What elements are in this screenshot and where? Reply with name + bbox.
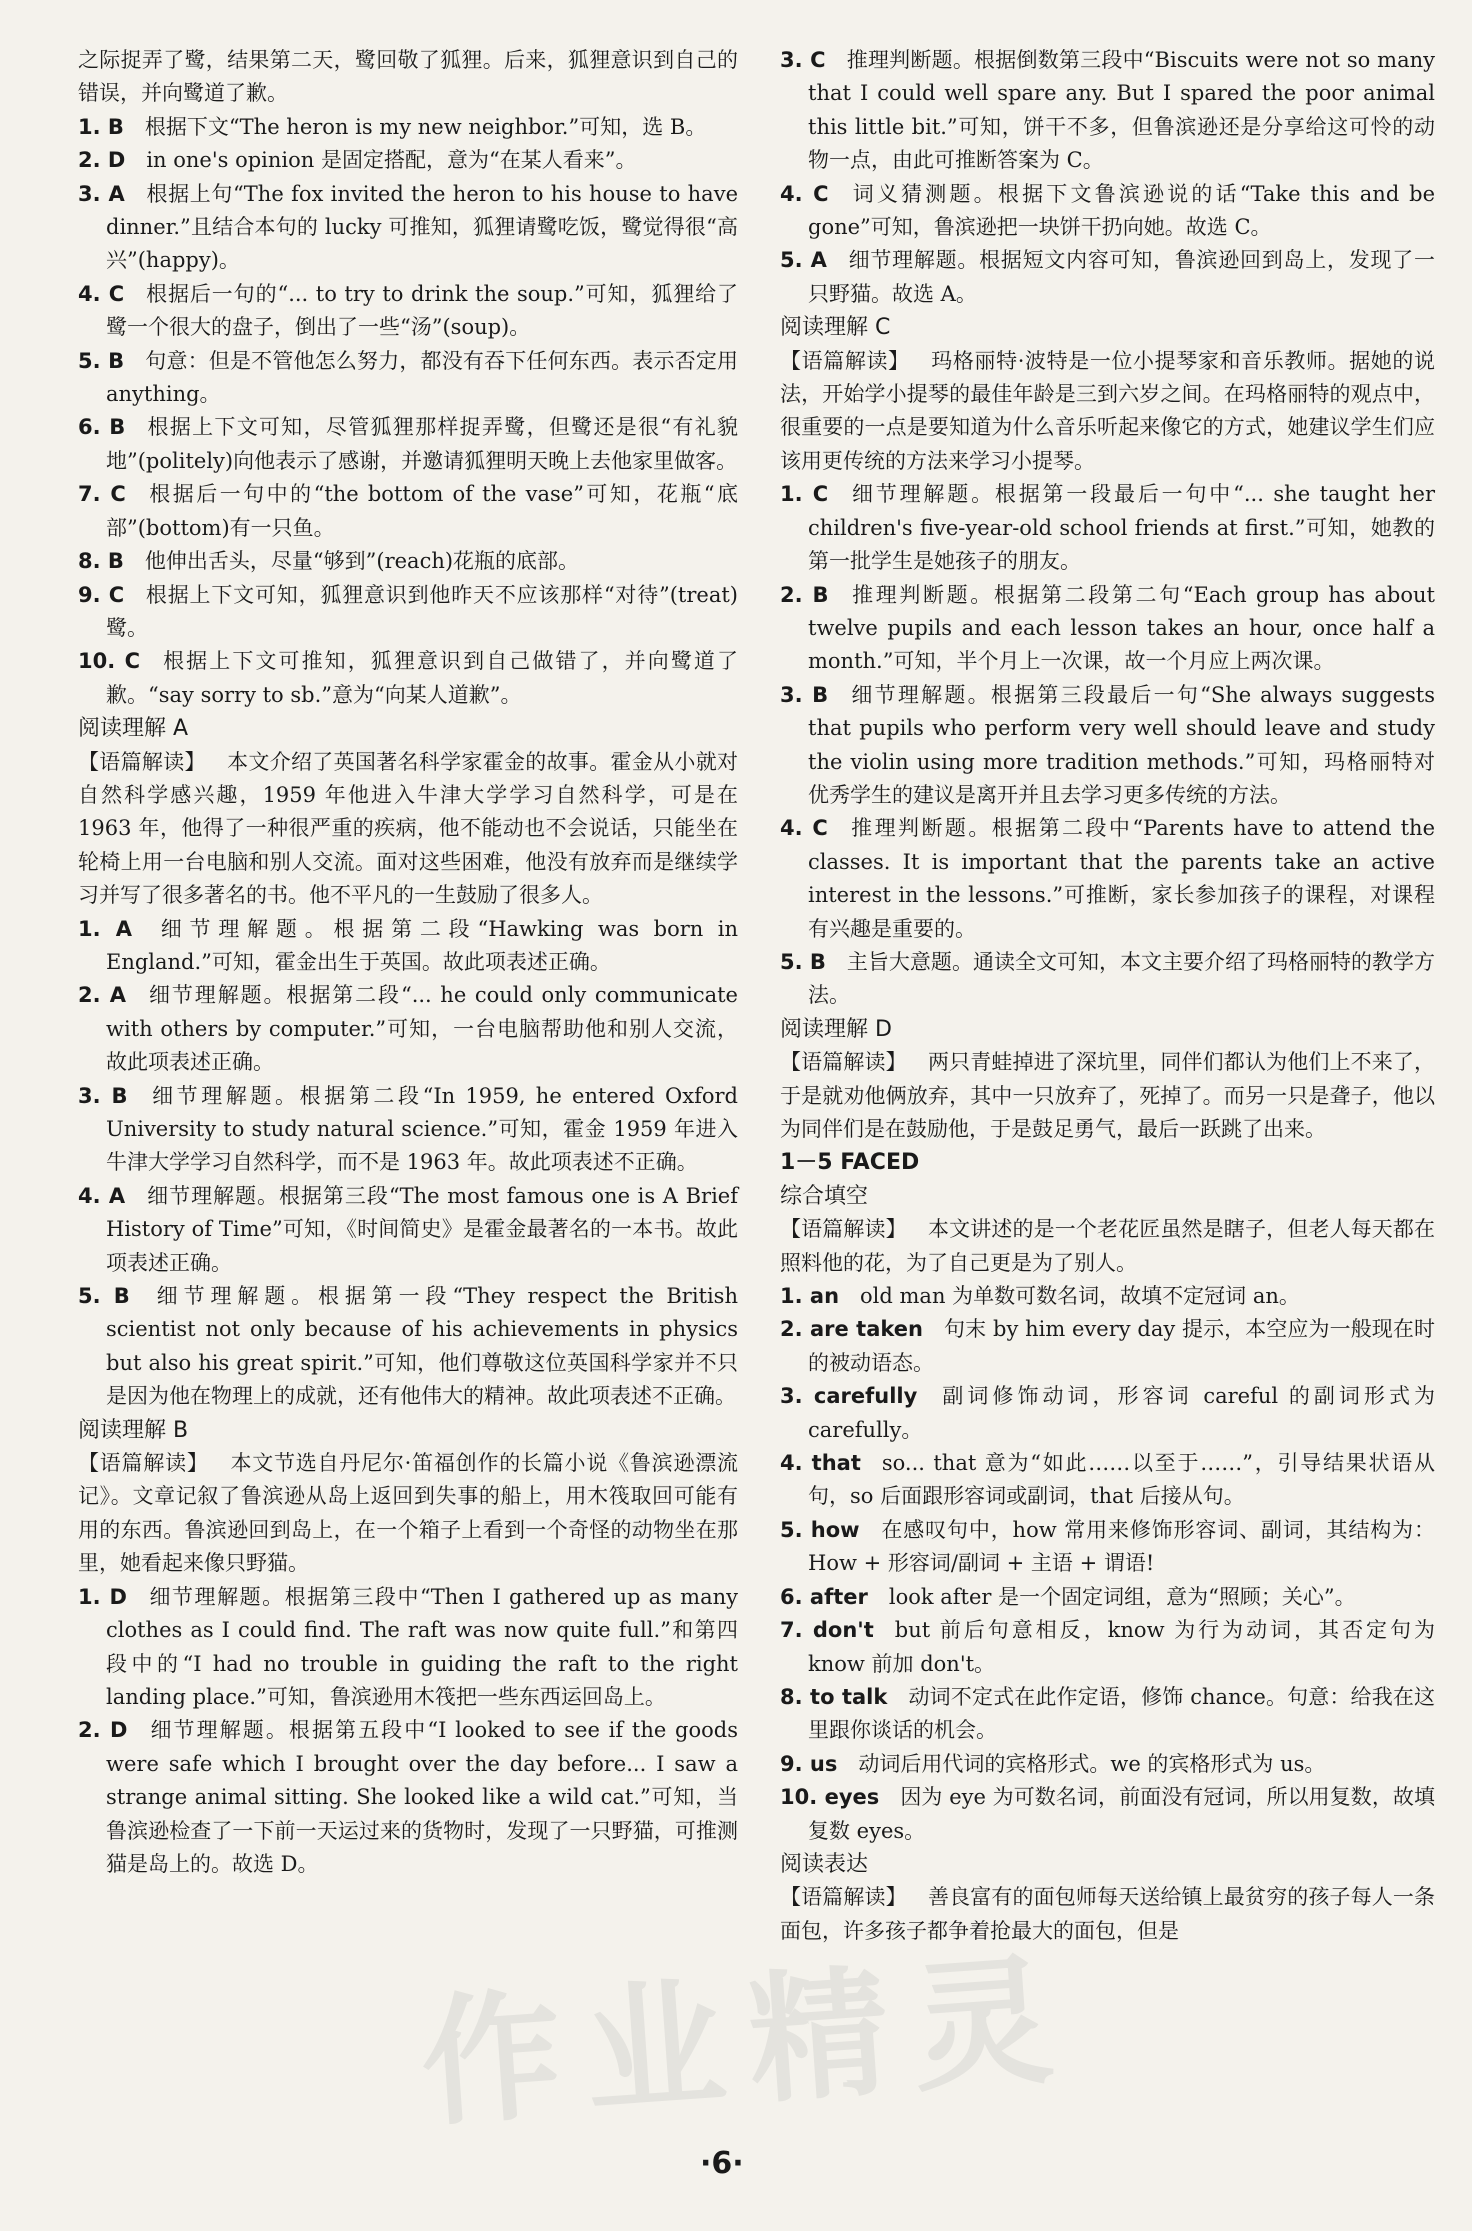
passage-summary — [780, 345, 1435, 479]
section-heading: 阅读理解 B — [78, 1417, 189, 1443]
answer-item — [780, 579, 1435, 679]
answer-item — [780, 1748, 1435, 1781]
answer-item — [780, 1681, 1435, 1748]
passage-summary — [78, 746, 738, 913]
answer-label: 8. to talk — [780, 1684, 888, 1709]
paragraph-text: 本文讲述的是一个老花匠虽然是瞎子，但老人每天都在照料他的花，为了自己更是为了别人。 — [780, 1217, 1436, 1275]
paragraph-text: 本文节选自丹尼尔·笛福创作的长篇小说《鲁滨逊漂流记》。文章记叙了鲁滨逊从岛上返回到失事的船上，用木筏取回可能有用的东西。鲁滨逊回到岛上，在一个箱子上看到一个奇怪的动物坐在那里，她看起来像只野猫。 — [78, 1451, 738, 1576]
answer-label: 5. B — [78, 348, 125, 373]
answer-label: 4. C — [78, 281, 125, 306]
section-heading: 阅读理解 D — [780, 1016, 892, 1042]
answer-item — [780, 478, 1435, 578]
answer-item — [78, 1280, 738, 1414]
answer-explanation: 句末 by him every day 提示，本空应为一般现在时的被动语态。 — [808, 1317, 1435, 1375]
answer-label: 6. B — [78, 415, 126, 440]
answer-label: 1. C — [780, 482, 829, 507]
answer-explanation: so... that 意为“如此……以至于……”，引导结果状语从句，so 后面跟形容词或副词，that 后接从句。 — [808, 1451, 1435, 1509]
answer-label: 9. us — [780, 1751, 838, 1776]
answer-label: 2. B — [780, 582, 829, 607]
passage-summary — [780, 1046, 1435, 1146]
answer-explanation: 根据后一句中的“the bottom of the vase”可知，花瓶“底部”(bottom)有一只鱼。 — [106, 482, 739, 540]
passage-summary — [780, 1213, 1435, 1280]
answer-label: 2. D — [78, 1718, 128, 1743]
answer-explanation: 根据上下文可知，尽管狐狸那样捉弄鹭，但鹭还是很“有礼貌地”(politely)向他表示了感谢，并邀请狐狸明天晚上去他家里做客。 — [106, 415, 738, 473]
answer-explanation: 细节理解题。根据第一段最后一句中“... she taught her children's five-year-old school friends at first.”可知，她教的第一批学生是她孩子的朋友。 — [808, 482, 1435, 574]
answer-item — [780, 1313, 1435, 1380]
summary-tag: 【语篇解读】 — [780, 1885, 907, 1910]
answer-label: 1. A — [78, 916, 132, 941]
answer-item — [78, 111, 738, 144]
answer-explanation: 词义猜测题。根据下文鲁滨逊说的话“Take this and be gone”可知，鲁滨逊把一块饼干扔向她。故选 C。 — [808, 181, 1436, 240]
answer-explanation: 细节理解题。根据第三段“The most famous one is A Brief History of Time”可知，《时间简史》是霍金最著名的一本书。故此项表述正确。 — [106, 1183, 739, 1275]
answer-explanation: in one's opinion 是固定搭配，意为“在某人看来”。 — [146, 148, 637, 173]
paragraph-text: 本文介绍了英国著名科学家霍金的故事。霍金从小就对自然科学感兴趣，1959 年他进入牛津大学学习自然科学，可是在 1963 年，他得了一种很严重的疾病，他不能动也不会说话，只能坐在轮椅上用一台电脑和别人交流。面对这些困难，他没有放弃而是继续学习并写了很多著名的书。他不平凡的一生鼓励了很多人。 — [78, 749, 739, 908]
paragraph-text: 之际捉弄了鹭，结果第二天，鹭回敬了狐狸。后来，狐狸意识到自己的错误，并向鹭道了歉。 — [78, 48, 738, 106]
answer-explanation: 根据下文“The heron is my new neighbor.”可知，选 B。 — [144, 114, 707, 139]
answer-explanation: 细节理解题。根据第三段最后一句“She always suggests that pupils who perform very well should leave and study the violin using more tradition methods.”可知，玛格丽特对优秀学生的建议是离开并且去学习更多传统的方法。 — [808, 682, 1435, 807]
answer-label: 2. A — [78, 983, 127, 1008]
answer-label: 3. C — [780, 48, 826, 72]
summary-tag: 【语篇解读】 — [78, 749, 206, 774]
answer-label: 3. A — [78, 181, 125, 206]
answer-item — [780, 1447, 1435, 1514]
answer-label: 4. C — [780, 816, 828, 841]
answer-label: 10. eyes — [780, 1785, 880, 1810]
answer-label: 9. C — [78, 582, 125, 607]
passage-summary — [78, 1447, 738, 1581]
answer-item — [78, 545, 738, 578]
answer-item — [78, 278, 738, 345]
summary-tag: 【语篇解读】 — [780, 348, 910, 373]
answer-explanation: 副词修饰动词，形容词 careful 的副词形式为 carefully。 — [808, 1384, 1435, 1442]
answer-explanation: 在感叹句中，how 常用来修饰形容词、副词，其结构为：How + 形容词/副词 + 主语 + 谓语! — [808, 1517, 1435, 1576]
answer-explanation: 动词后用代词的宾格形式。we 的宾格形式为 us。 — [858, 1751, 1326, 1776]
answer-label: 1. D — [78, 1584, 127, 1609]
summary-tag: 【语篇解读】 — [780, 1217, 907, 1242]
answer-explanation: 推理判断题。根据倒数第三段中“Biscuits were not so many that I could well spare any. But I spared the poor animal this little bit.”可知，饼干不多，但鲁滨逊还是分享给这可怜的动物一点，由此可推断答案为 C。 — [808, 48, 1435, 173]
answer-explanation: 细节理解题。根据第三段中“Then I gathered up as many clothes as I could find. The raft was now quite full.”和第四段中的“I had no trouble in guiding the raft to the right landing place.”可知，鲁滨逊用木筏把一些东西运回岛上。 — [106, 1584, 738, 1709]
paragraph-text: 善良富有的面包师每天送给镇上最贫穷的孩子每人一条面包，许多孩子都争着抢最大的面包，但是 — [780, 1885, 1436, 1943]
answer-item — [78, 345, 738, 412]
answer-item — [78, 478, 738, 545]
answer-label: 1. B — [78, 114, 124, 139]
answer-explanation: 根据上句“The fox invited the heron to his house to have dinner.”且结合本句的 lucky 可推知，狐狸请鹭吃饭，鹭觉得很“高兴”(happy)。 — [106, 181, 738, 273]
answer-explanation: 因为 eye 为可数名词，前面没有冠词，所以用复数，故填复数 eyes。 — [808, 1785, 1436, 1843]
answer-item — [780, 1380, 1435, 1447]
answer-explanation: 主旨大意题。通读全文可知，本文主要介绍了玛格丽特的教学方法。 — [808, 949, 1435, 1008]
answer-explanation: old man 为单数可数名词，故填不定冠词 an。 — [860, 1284, 1300, 1309]
paragraph-text: 玛格丽特·波特是一位小提琴家和音乐教师。据她的说法，开始学小提琴的最佳年龄是三到六岁之间。在玛格丽特的观点中，很重要的一点是要知道为什么音乐听起来像它的方式，她建议学生们应该用更传统的方法来学习小提琴。 — [780, 348, 1435, 473]
answer-label: 2. D — [78, 148, 126, 173]
section-heading: 1－5 FACED — [780, 1150, 920, 1176]
left-column — [78, 44, 738, 1881]
answer-item — [780, 178, 1435, 245]
answer-item — [78, 411, 738, 478]
answer-explanation: 根据上下文可知，狐狸意识到他昨天不应该那样“对待”(treat)鹭。 — [106, 582, 738, 640]
answer-item — [78, 1714, 738, 1881]
answer-label: 8. B — [78, 549, 124, 574]
page-number: ·6· — [700, 2146, 744, 2181]
answer-item — [78, 979, 738, 1079]
paragraph-text: 两只青蛙掉进了深坑里，同伴们都认为他们上不来了，于是就劝他俩放弃，其中一只放弃了，死掉了。而另一只是聋子，他以为同伴们是在鼓励他，于是鼓足勇气，最后一跃跳了出来。 — [780, 1050, 1436, 1141]
answer-item — [780, 1280, 1435, 1313]
answer-explanation: look after 是一个固定词组，意为“照顾；关心”。 — [888, 1584, 1356, 1609]
answer-explanation: 细节理解题。根据第五段中“I looked to see if the goods were safe which I brought over the day before... I saw a strange animal sitting. She looked like a wild cat.”可知，当鲁滨逊检查了一下前一天运过来的货物时，发现了一只野猫，可推测猫是岛上的。故选 D。 — [106, 1718, 738, 1876]
answer-item — [780, 812, 1435, 946]
answer-label: 3. B — [780, 682, 829, 707]
section-heading: 阅读表达 — [780, 1851, 869, 1877]
answer-explanation: 动词不定式在此作定语，修饰 chance。句意：给我在这里跟你谈话的机会。 — [808, 1684, 1435, 1743]
section-heading: 阅读理解 A — [78, 716, 189, 742]
answer-item — [78, 1180, 738, 1280]
answer-label: 2. are taken — [780, 1317, 923, 1342]
answer-label: 10. C — [78, 649, 141, 674]
answer-item — [780, 244, 1435, 311]
answer-label: 5. B — [780, 949, 826, 974]
answer-item — [78, 913, 738, 980]
paragraph — [78, 44, 738, 111]
answer-label: 5. A — [780, 248, 827, 273]
answer-label: 7. don't — [780, 1618, 874, 1643]
answer-explanation: 细节理解题。根据第二段“... he could only communicate with others by computer.”可知，一台电脑帮助他和别人交流，故此项表述正确。 — [106, 983, 738, 1075]
watermark: 作业精灵 — [415, 1938, 1082, 2147]
answer-label: 3. carefully — [780, 1384, 918, 1409]
answer-label: 7. C — [78, 482, 126, 507]
right-column — [780, 44, 1435, 1948]
summary-tag: 【语篇解读】 — [78, 1451, 209, 1476]
answer-explanation: 细节理解题。根据第二段“Hawking was born in England.”可知，霍金出生于英国。故此项表述正确。 — [106, 916, 738, 974]
answer-item — [780, 946, 1435, 1013]
answer-item — [780, 44, 1435, 178]
summary-tag: 【语篇解读】 — [780, 1050, 907, 1075]
answer-item — [78, 144, 738, 177]
answer-item — [780, 679, 1435, 813]
answer-label: 1. an — [780, 1284, 840, 1309]
answer-item — [78, 579, 738, 646]
answer-explanation: 根据后一句的“... to try to drink the soup.”可知，狐狸给了鹭一个很大的盘子，倒出了一些“汤”(soup)。 — [106, 281, 739, 340]
answer-explanation: but 前后句意相反，know 为行为动词，其否定句为 know 前加 don't。 — [808, 1618, 1436, 1676]
answer-explanation: 推理判断题。根据第二段第二句“Each group has about twelve pupils and each lesson takes an hour, once half a month.”可知，半个月上一次课，故一个月应上两次课。 — [808, 582, 1435, 674]
answer-explanation: 根据上下文可推知，狐狸意识到自己做错了，并向鹭道了歉。“say sorry to sb.”意为“向某人道歉”。 — [106, 649, 738, 707]
answer-label: 5. how — [780, 1517, 860, 1542]
answer-explanation: 细节理解题。根据第二段“In 1959, he entered Oxford University to study natural science.”可知，霍金 1959 年进入牛津大学学习自然科学，而不是 1963 年。故此项表述不正确。 — [106, 1083, 738, 1175]
answer-item — [78, 1581, 738, 1715]
answer-label: 6. after — [780, 1584, 868, 1609]
answer-item — [78, 1080, 738, 1180]
answer-label: 4. C — [780, 181, 829, 206]
answer-explanation: 细节理解题。根据第一段“They respect the British scientist not only because of his achievements in physics but also his great spirit.”可知，他们尊敬这位英国科学家并不只是因为他在物理上的成就，还有他伟大的精神。故此项表述不正确。 — [106, 1284, 738, 1409]
answer-label: 4. that — [780, 1451, 861, 1476]
answer-explanation: 句意：但是不管他怎么努力，都没有吞下任何东西。表示否定用 anything。 — [106, 348, 738, 407]
answer-item — [780, 1614, 1435, 1681]
answer-item — [78, 178, 738, 278]
answer-item — [78, 645, 738, 712]
answer-item — [780, 1514, 1435, 1581]
answer-explanation: 推理判断题。根据第二段中“Parents have to attend the classes. It is important that the parents take an active interest in the lessons.”可推断，家长参加孩子的课程，对课程有兴趣是重要的。 — [808, 816, 1436, 941]
answer-label: 5. B — [78, 1284, 130, 1309]
section-heading: 综合填空 — [780, 1183, 869, 1209]
answer-item — [780, 1581, 1435, 1614]
answer-item — [780, 1781, 1435, 1848]
answer-explanation: 他伸出舌头，尽量“够到”(reach)花瓶的底部。 — [144, 549, 580, 574]
answer-label: 4. A — [78, 1183, 126, 1208]
answer-explanation: 细节理解题。根据短文内容可知，鲁滨逊回到岛上，发现了一只野猫。故选 A。 — [808, 248, 1436, 306]
section-heading: 阅读理解 C — [780, 315, 891, 341]
answer-label: 3. B — [78, 1083, 128, 1108]
